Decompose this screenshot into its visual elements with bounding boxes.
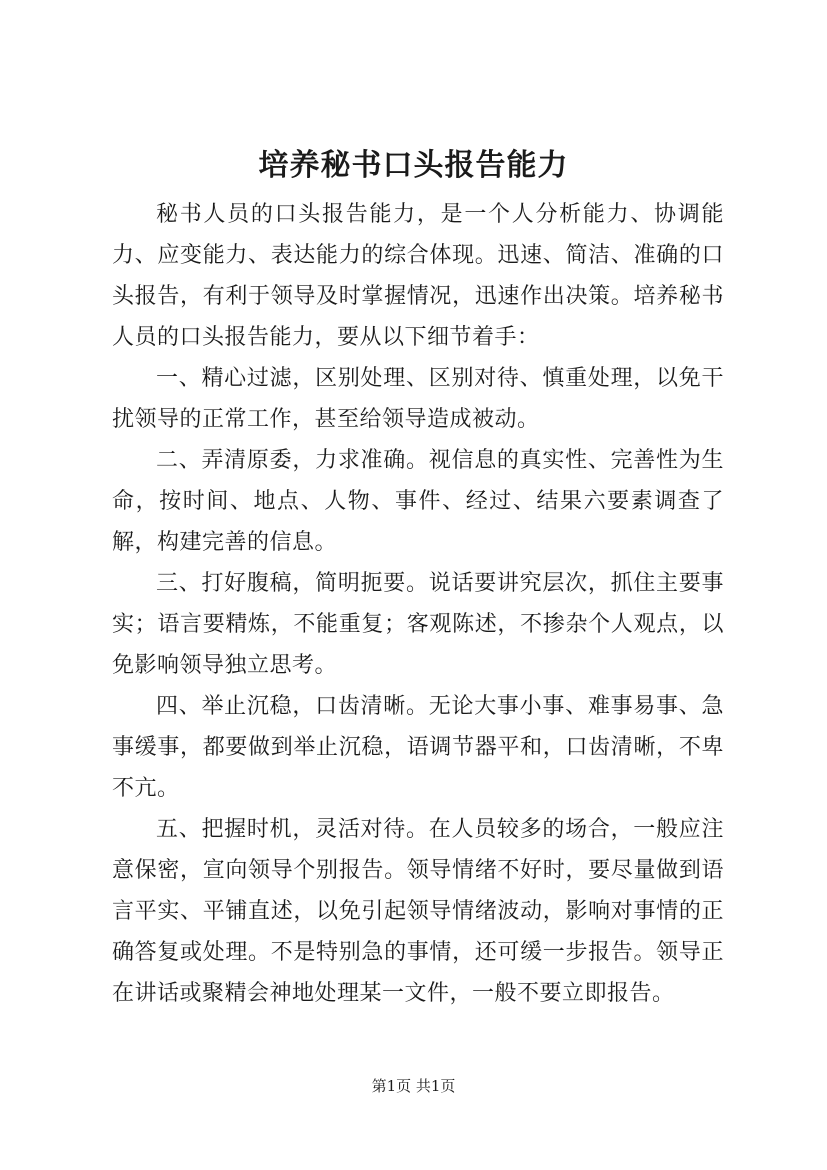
document-body [112, 194, 724, 1014]
paragraph-point-4: 四、举止沉稳，口齿清晰。无论大事小事、难事易事、急事缓事，都要做到举止沉稳，语调节器平和，口齿清晰，不卑不亢。 [112, 694, 724, 801]
paragraph-intro: 秘书人员的口头报告能力，是一个人分析能力、协调能力、应变能力、表达能力的综合体现。迅速、简洁、准确的口头报告，有利于领导及时掌握情况，迅速作出决策。培养秘书人员的口头报告能力，要从以下细节着手： [112, 202, 724, 350]
document-title: 培养秘书口头报告能力 [258, 148, 569, 183]
paragraph-point-1: 一、精心过滤，区别处理、区别对待、慎重处理，以免干扰领导的正常工作，甚至给领导造成被动。 [112, 366, 724, 432]
paragraph-point-3: 三、打好腹稿，简明扼要。说话要讲究层次，抓住主要事实；语言要精炼，不能重复；客观陈述，不掺杂个人观点，以免影响领导独立思考。 [112, 571, 724, 678]
paragraph-point-2: 二、弄清原委，力求准确。视信息的真实性、完善性为生命，按时间、地点、人物、事件、经过、结果六要素调查了解，构建完善的信息。 [112, 448, 724, 555]
paragraph-point-5: 五、把握时机，灵活对待。在人员较多的场合，一般应注意保密，宣向领导个别报告。领导情绪不好时，要尽量做到语言平实、平铺直述，以免引起领导情绪波动，影响对事情的正确答复或处理。不是特别急的事情，还可缓一步报告。领导正在讲话或聚精会神地处理某一文件，一般不要立即报告。 [112, 817, 724, 1006]
page-footer: 第1页 共1页 [371, 1077, 456, 1095]
